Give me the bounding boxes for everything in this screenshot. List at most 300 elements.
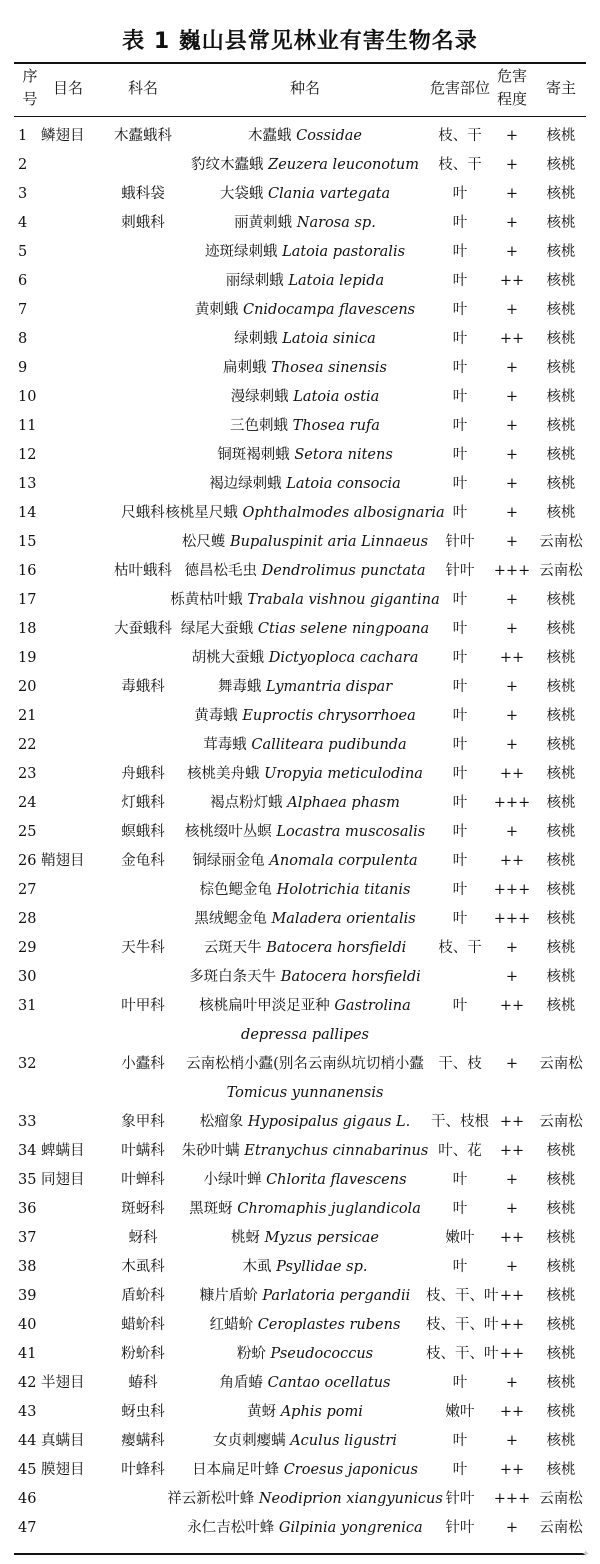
species-scientific-name: Narosa sp. xyxy=(296,215,376,231)
species-name xyxy=(164,702,446,731)
species-name xyxy=(164,1340,446,1369)
damage-part: 叶 xyxy=(452,389,468,405)
damage-degree: + xyxy=(505,969,519,985)
damage-degree: ++ xyxy=(499,1462,525,1478)
header-degree xyxy=(492,65,532,111)
species-line xyxy=(164,818,446,847)
family-name: 蛾科袋 xyxy=(121,186,165,202)
species-scientific-name: Ophthalmodes albosignaria xyxy=(242,505,445,521)
species-scientific-name: Uropyia meticulodina xyxy=(264,766,423,782)
damage-degree: + xyxy=(505,737,519,753)
row-number: 20 xyxy=(18,679,37,695)
order-name xyxy=(41,325,99,354)
species-name xyxy=(164,789,446,818)
species-common-name: 黄刺蛾 xyxy=(194,302,239,318)
species-scientific-name: Latoia consocia xyxy=(286,476,401,492)
damage-degree: + xyxy=(505,244,519,260)
species-name xyxy=(164,1369,446,1398)
species-common-name: 大袋蛾 xyxy=(219,186,264,202)
damage-degree: + xyxy=(505,824,519,840)
species-name xyxy=(164,557,446,586)
order-name xyxy=(41,499,99,528)
species-common-name: 松尺蠖 xyxy=(181,534,226,550)
species-name xyxy=(164,963,446,992)
order-name xyxy=(41,673,99,702)
host-name: 云南松 xyxy=(539,563,583,579)
header-no xyxy=(18,65,42,111)
species-common-name: 三色刺蛾 xyxy=(230,418,289,434)
damage-part: 叶 xyxy=(452,737,468,753)
table-row xyxy=(14,296,586,325)
row-number: 47 xyxy=(18,1520,37,1536)
damage-degree: ++ xyxy=(499,998,525,1014)
order-name: 鳞翅目 xyxy=(41,128,85,144)
species-name xyxy=(164,499,446,528)
species-common-name: 松瘤象 xyxy=(199,1114,244,1130)
host-name: 核桃 xyxy=(546,824,576,840)
species-line xyxy=(164,267,446,296)
row-number: 6 xyxy=(18,273,28,289)
species-name xyxy=(164,731,446,760)
row-number: 4 xyxy=(18,215,28,231)
damage-part: 枝、干 xyxy=(438,940,482,956)
row-number: 9 xyxy=(18,360,28,376)
species-name xyxy=(164,992,446,1050)
table-row xyxy=(14,122,586,151)
damage-part: 叶 xyxy=(452,853,468,869)
species-scientific-name: Parlatoria pergandii xyxy=(262,1288,411,1304)
species-common-name: 核桃扁叶甲淡足亚种 xyxy=(199,998,330,1014)
species-scientific-name: Anomala corpulenta xyxy=(269,853,418,869)
table-row xyxy=(14,1485,586,1514)
host-name: 核桃 xyxy=(546,882,576,898)
row-number: 34 xyxy=(18,1143,37,1159)
species-name xyxy=(164,1514,446,1543)
order-name xyxy=(41,383,99,412)
species-scientific-name: Trabala vishnou gigantina xyxy=(247,592,440,608)
species-name xyxy=(164,673,446,702)
species-name xyxy=(164,412,446,441)
species-scientific-name: Dendrolimus punctata xyxy=(261,563,426,579)
species-scientific-name: Latoia lepida xyxy=(288,273,385,289)
damage-degree: ++ xyxy=(499,853,525,869)
damage-part: 干、枝根 xyxy=(431,1114,489,1130)
damage-part: 叶 xyxy=(452,592,468,608)
species-common-name: 丽绿刺蛾 xyxy=(225,273,284,289)
host-name: 核桃 xyxy=(546,1259,576,1275)
damage-part: 叶 xyxy=(452,795,468,811)
row-number: 40 xyxy=(18,1317,37,1333)
host-name: 核桃 xyxy=(546,911,576,927)
species-name xyxy=(164,1050,446,1108)
species-scientific-name: Batocera horsfieldi xyxy=(280,969,421,985)
damage-degree: + xyxy=(505,186,519,202)
species-common-name: 朱砂叶螨 xyxy=(181,1143,240,1159)
table-row xyxy=(14,412,586,441)
species-common-name: 铜斑褐刺蛾 xyxy=(217,447,290,463)
order-name xyxy=(41,615,99,644)
host-name: 云南松 xyxy=(539,1056,583,1072)
table-row xyxy=(14,963,586,992)
damage-degree: ++ xyxy=(499,1317,525,1333)
species-name xyxy=(164,615,446,644)
table-row xyxy=(14,731,586,760)
species-line xyxy=(164,934,446,963)
row-number: 32 xyxy=(18,1056,37,1072)
damage-part: 叶 xyxy=(452,621,468,637)
host-name: 核桃 xyxy=(546,331,576,347)
species-line xyxy=(164,1340,446,1369)
species-common-name: 永仁吉松叶蜂 xyxy=(187,1520,275,1536)
host-name: 核桃 xyxy=(546,1172,576,1188)
damage-part: 叶 xyxy=(452,244,468,260)
damage-part: 叶 xyxy=(452,505,468,521)
species-common-name: 漫绿刺蛾 xyxy=(230,389,289,405)
species-scientific-name: Thosea rufa xyxy=(292,418,380,434)
family-name: 叶蜂科 xyxy=(121,1462,165,1478)
host-name: 核桃 xyxy=(546,795,576,811)
host-name: 云南松 xyxy=(539,534,583,550)
order-name xyxy=(41,1195,99,1224)
row-number: 10 xyxy=(18,389,37,405)
species-name xyxy=(164,151,446,180)
species-common-name: 铜绿丽金龟 xyxy=(192,853,265,869)
order-name xyxy=(41,151,99,180)
damage-degree: ++ xyxy=(499,273,525,289)
table-row xyxy=(14,1369,586,1398)
species-common-name: 黄毒蛾 xyxy=(194,708,238,724)
top-rule xyxy=(14,62,586,64)
order-name xyxy=(41,1224,99,1253)
damage-part: 叶、花 xyxy=(438,1143,482,1159)
species-line xyxy=(164,1050,446,1079)
species-common-name: 迹斑绿刺蛾 xyxy=(204,244,278,260)
species-scientific-name: Etranychus cinnabarinus xyxy=(244,1143,429,1159)
family-name: 木虱科 xyxy=(121,1259,165,1275)
header-order: 目名 xyxy=(52,79,83,97)
species-name xyxy=(164,296,446,325)
host-name: 云南松 xyxy=(539,1114,583,1130)
damage-part: 针叶 xyxy=(445,534,475,550)
host-name: 核桃 xyxy=(546,1201,576,1217)
species-line xyxy=(164,1224,446,1253)
damage-part: 针叶 xyxy=(445,563,475,579)
host-name: 核桃 xyxy=(546,621,576,637)
species-scientific-name-cont: depressa pallipes xyxy=(241,1027,369,1043)
host-name: 核桃 xyxy=(546,969,576,985)
host-name: 核桃 xyxy=(546,360,576,376)
damage-degree: +++ xyxy=(493,882,531,898)
damage-part: 嫩叶 xyxy=(445,1404,475,1420)
species-name xyxy=(164,586,446,615)
row-number: 17 xyxy=(18,592,37,608)
row-number: 43 xyxy=(18,1404,37,1420)
damage-degree: + xyxy=(505,418,519,434)
host-name: 核桃 xyxy=(546,650,576,666)
header-part: 危害部位 xyxy=(429,79,490,97)
damage-part: 叶 xyxy=(452,824,468,840)
order-name xyxy=(41,296,99,325)
species-common-name: 栎黄枯叶蛾 xyxy=(170,592,243,608)
species-line xyxy=(164,1253,446,1282)
host-name: 核桃 xyxy=(546,244,576,260)
species-line xyxy=(164,1166,446,1195)
species-scientific-name: Maladera orientalis xyxy=(271,911,416,927)
species-scientific-name: Latoia ostia xyxy=(293,389,380,405)
species-line xyxy=(164,586,446,615)
damage-degree: + xyxy=(505,360,519,376)
species-line xyxy=(164,1108,446,1137)
species-common-name: 木蠹蛾 xyxy=(248,128,292,144)
damage-degree: ++ xyxy=(499,331,525,347)
damage-part: 叶 xyxy=(452,418,468,434)
table-row xyxy=(14,1137,586,1166)
damage-part: 枝、干 xyxy=(438,128,482,144)
order-name xyxy=(41,1514,99,1543)
table-row xyxy=(14,209,586,238)
damage-degree: + xyxy=(505,1375,519,1391)
damage-part: 叶 xyxy=(452,911,468,927)
species-scientific-name: Hyposipalus gigaus L. xyxy=(247,1114,411,1130)
damage-part: 枝、干 xyxy=(438,157,482,173)
damage-part: 叶 xyxy=(452,766,468,782)
damage-part: 枝、干、叶 xyxy=(426,1346,499,1362)
table-row xyxy=(14,1456,586,1485)
row-number: 38 xyxy=(18,1259,37,1275)
table-row xyxy=(14,441,586,470)
species-scientific-name: Aculus ligustri xyxy=(290,1433,397,1449)
damage-degree: + xyxy=(505,679,519,695)
species-line xyxy=(164,122,446,151)
table-row xyxy=(14,528,586,557)
species-scientific-name: Croesus japonicus xyxy=(283,1462,418,1478)
table-row xyxy=(14,1253,586,1282)
species-line xyxy=(164,354,446,383)
host-name: 核桃 xyxy=(546,1404,576,1420)
row-number: 29 xyxy=(18,940,37,956)
row-number: 13 xyxy=(18,476,37,492)
order-name xyxy=(41,934,99,963)
species-name xyxy=(164,1427,446,1456)
species-scientific-name: Chromaphis juglandicola xyxy=(237,1201,421,1217)
species-name xyxy=(164,470,446,499)
species-line xyxy=(164,673,446,702)
damage-degree: + xyxy=(505,1056,519,1072)
family-name: 尺蛾科 xyxy=(121,505,165,521)
species-line xyxy=(164,1456,446,1485)
species-common-name: 核桃星尺蛾 xyxy=(165,505,238,521)
table-row xyxy=(14,1427,586,1456)
damage-degree: + xyxy=(505,940,519,956)
host-name: 核桃 xyxy=(546,1143,576,1159)
family-name: 蜡蚧科 xyxy=(121,1317,165,1333)
table-row xyxy=(14,1195,586,1224)
species-scientific-name: Locastra muscosalis xyxy=(276,824,426,840)
order-name: 半翅目 xyxy=(41,1375,85,1391)
species-common-name: 黄蚜 xyxy=(247,1404,277,1420)
species-line xyxy=(164,1311,446,1340)
family-name: 蝽科 xyxy=(128,1375,158,1391)
species-scientific-name: Pseudococcus xyxy=(270,1346,374,1362)
host-name: 云南松 xyxy=(539,1520,583,1536)
species-common-name: 云斑天牛 xyxy=(203,940,262,956)
family-name: 枯叶蛾科 xyxy=(114,563,172,579)
host-name: 核桃 xyxy=(546,940,576,956)
species-common-name: 木虱 xyxy=(242,1259,272,1275)
species-line xyxy=(164,383,446,412)
damage-part: 叶 xyxy=(452,882,468,898)
species-common-name: 女贞刺瘿螨 xyxy=(213,1433,286,1449)
host-name: 核桃 xyxy=(546,766,576,782)
species-scientific-name: Myzus persicae xyxy=(264,1230,379,1246)
row-number: 15 xyxy=(18,534,37,550)
species-line xyxy=(164,296,446,325)
row-number: 18 xyxy=(18,621,37,637)
order-name: 同翅目 xyxy=(41,1172,85,1188)
table-row xyxy=(14,180,586,209)
species-scientific-name: Euproctis chrysorrhoea xyxy=(242,708,416,724)
damage-degree: + xyxy=(505,1433,519,1449)
row-number: 14 xyxy=(18,505,37,521)
order-name xyxy=(41,789,99,818)
order-name: 真螨目 xyxy=(41,1433,85,1449)
species-line xyxy=(164,412,446,441)
species-line xyxy=(164,528,446,557)
host-name: 核桃 xyxy=(546,853,576,869)
row-number: 35 xyxy=(18,1172,37,1188)
species-common-name: 红蜡蚧 xyxy=(209,1317,254,1333)
host-name: 核桃 xyxy=(546,302,576,318)
species-common-name: 德昌松毛虫 xyxy=(184,563,257,579)
row-number: 25 xyxy=(18,824,37,840)
damage-part: 叶 xyxy=(452,650,468,666)
order-name xyxy=(41,644,99,673)
species-line xyxy=(164,992,446,1021)
host-name: 核桃 xyxy=(546,998,576,1014)
table-row xyxy=(14,499,586,528)
order-name xyxy=(41,702,99,731)
species-line xyxy=(164,702,446,731)
damage-part: 叶 xyxy=(452,1201,468,1217)
species-name xyxy=(164,1253,446,1282)
family-name: 小蠹科 xyxy=(121,1056,165,1072)
table-row xyxy=(14,1224,586,1253)
species-line xyxy=(164,238,446,267)
family-name: 螟蛾科 xyxy=(121,824,165,840)
damage-part: 嫩叶 xyxy=(445,1230,475,1246)
species-common-name: 粉蚧 xyxy=(236,1346,266,1362)
row-number: 2 xyxy=(18,157,28,173)
damage-part: 叶 xyxy=(452,998,468,1014)
species-common-name: 多斑白条天牛 xyxy=(189,969,277,985)
species-common-name: 日本扁足叶蜂 xyxy=(192,1462,280,1478)
species-scientific-name: Dictyoploca cachara xyxy=(268,650,419,666)
table-row xyxy=(14,586,586,615)
damage-part: 叶 xyxy=(452,1462,468,1478)
row-number: 44 xyxy=(18,1433,37,1449)
species-name xyxy=(164,122,446,151)
species-common-name: 桃蚜 xyxy=(231,1230,261,1246)
species-scientific-name: Batocera horsfieldi xyxy=(266,940,407,956)
header-no-line1: 序 xyxy=(22,67,38,85)
species-line xyxy=(164,1195,446,1224)
species-name xyxy=(164,1166,446,1195)
host-name: 核桃 xyxy=(546,1317,576,1333)
species-line xyxy=(164,731,446,760)
species-scientific-name: Gastrolina xyxy=(334,998,411,1014)
table-row xyxy=(14,1282,586,1311)
header-species: 种名 xyxy=(289,79,320,97)
species-scientific-name: Holotrichia titanis xyxy=(276,882,411,898)
table-row xyxy=(14,151,586,180)
species-common-name: 棕色鳃金龟 xyxy=(199,882,273,898)
row-number: 30 xyxy=(18,969,37,985)
species-line xyxy=(164,470,446,499)
order-name xyxy=(41,992,99,1021)
order-name xyxy=(41,412,99,441)
family-name: 叶甲科 xyxy=(121,998,165,1014)
species-name xyxy=(164,876,446,905)
species-scientific-name: Chlorita flavescens xyxy=(266,1172,407,1188)
damage-part: 叶 xyxy=(452,273,468,289)
table-row xyxy=(14,1398,586,1427)
species-name xyxy=(164,1137,446,1166)
damage-degree: + xyxy=(505,389,519,405)
table-row xyxy=(14,1050,586,1108)
species-name xyxy=(164,1224,446,1253)
damage-degree: +++ xyxy=(493,563,531,579)
host-name: 核桃 xyxy=(546,418,576,434)
damage-part: 叶 xyxy=(452,1172,468,1188)
species-common-name: 绿尾大蚕蛾 xyxy=(180,621,254,637)
table-row xyxy=(14,354,586,383)
species-name xyxy=(164,1398,446,1427)
table-row xyxy=(14,789,586,818)
row-number: 27 xyxy=(18,882,37,898)
species-scientific-name: Setora nitens xyxy=(294,447,393,463)
damage-degree: + xyxy=(505,157,519,173)
species-common-name: 褐点粉灯蛾 xyxy=(210,795,283,811)
order-name xyxy=(41,1485,99,1514)
row-number: 21 xyxy=(18,708,37,724)
species-name xyxy=(164,1108,446,1137)
species-scientific-name: Zeuzera leuconotum xyxy=(268,157,419,173)
family-name: 叶蝉科 xyxy=(121,1172,165,1188)
species-line xyxy=(164,905,446,934)
family-name: 天牛科 xyxy=(121,940,165,956)
species-line xyxy=(164,1514,446,1543)
damage-degree: + xyxy=(505,534,519,550)
host-name: 核桃 xyxy=(546,389,576,405)
species-name xyxy=(164,441,446,470)
row-number: 39 xyxy=(18,1288,37,1304)
species-common-name: 扁刺蛾 xyxy=(223,360,267,376)
header-host: 寄主 xyxy=(545,79,576,97)
damage-part: 枝、干、叶 xyxy=(426,1288,499,1304)
order-name xyxy=(41,557,99,586)
table-row xyxy=(14,325,586,354)
order-name xyxy=(41,470,99,499)
damage-part: 叶 xyxy=(452,302,468,318)
table-row xyxy=(14,876,586,905)
host-name: 核桃 xyxy=(546,1230,576,1246)
header-degree-line1: 危害 xyxy=(496,67,527,85)
row-number: 36 xyxy=(18,1201,37,1217)
damage-degree: ++ xyxy=(499,1404,525,1420)
damage-degree: + xyxy=(505,128,519,144)
species-scientific-name: Gilpinia yongrenica xyxy=(278,1520,423,1536)
row-number: 3 xyxy=(18,186,28,202)
